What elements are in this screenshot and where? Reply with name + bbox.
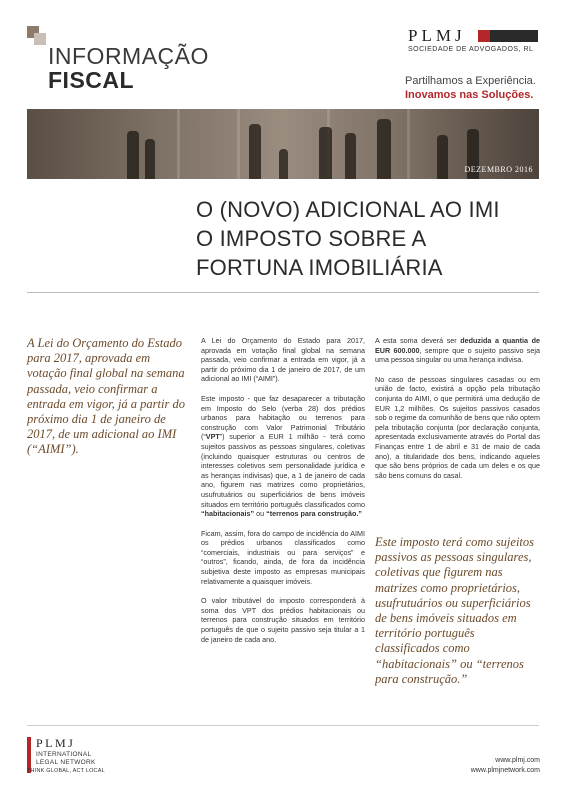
plmj-logo-bars xyxy=(478,30,538,42)
article-title xyxy=(196,195,546,282)
website-link[interactable]: www.plmj.com xyxy=(495,757,540,764)
body-column-1 xyxy=(201,336,365,654)
issue-date: DEZEMBRO 2016 xyxy=(464,165,533,174)
body-paragraph: Ficam, assim, fora do campo de incidência do AIMI os prédios urbanos classificados como “comerciais, industriais ou para serviços” e “outros”, ficando, ainda, de fora da incidência subjetiva deste imposto as empresas municipais relativamente a quaisquer imóveis. xyxy=(201,528,365,586)
pull-quote: Este imposto terá como sujeitos passivos as pessoas singulares, coletivas que figurem nas matrizes como proprietários, usufrutuários ou superficiários de bens imóveis situados em território português classificados como “habitacionais” ou “terrenos para construção.” xyxy=(375,535,535,686)
divider-top xyxy=(27,292,539,293)
plmj-logo xyxy=(408,26,540,46)
lead-paragraph: A Lei do Orçamento do Estado para 2017, aprovada em votação final global na semana passada, veio confirmar a entrada em vigor, já a partir do próximo dia 1 de janeiro de 2017, de um adicional ao IMI (“AIMI”). xyxy=(27,336,185,457)
network-website-link[interactable]: www.plmjnetwork.com xyxy=(470,767,540,774)
banner-photo xyxy=(27,109,539,179)
newsletter-title-line1: INFORMAÇÃO xyxy=(48,43,209,69)
newsletter-title xyxy=(48,44,209,92)
divider-bottom xyxy=(27,725,539,726)
network-tagline: THINK GLOBAL, ACT LOCAL xyxy=(27,768,105,774)
network-name: INTERNATIONAL LEGAL NETWORK xyxy=(36,751,96,766)
slogan-line2: Inovamos nas Soluções. xyxy=(405,89,534,101)
slogan-line1: Partilhamos a Experiência. xyxy=(405,75,536,87)
plmj-logo-text: PLMJ xyxy=(408,26,466,45)
body-paragraph: A Lei do Orçamento do Estado para 2017, aprovada em votação final global na semana passada, veio confirmar a entrada em vigor, já a partir do próximo dia 1 de janeiro de 2017, de um adicional ao IMI (“AIMI”). xyxy=(201,336,365,384)
network-logo-text: PLMJ xyxy=(36,736,76,750)
body-column-2 xyxy=(375,336,540,490)
body-paragraph: No caso de pessoas singulares casadas ou em união de facto, existirá a opção pela tributação conjunta do AIMI, o que permitirá uma dedução de EUR 1,2 milhões. Os sujeitos passivos casados sob o regime da comunhão de bens que não optem pela tributação conjunta (por declaração conjunta, apresentada exclusivamente através do Portal das Finanças entre 1 de abril e 31 de maio de cada ano), a titularidade dos bens, indicando aqueles que são bens próprios de cada um deles e os que são bens comuns do casal. xyxy=(375,374,540,480)
newsletter-title-line2: FISCAL xyxy=(48,67,135,93)
body-paragraph: A esta soma deverá ser deduzida a quantia de EUR 600.000, sempre que o sujeito passivo seja uma pessoa singular ou uma herança indivisa. xyxy=(375,336,540,365)
body-paragraph: O valor tributável do imposto corresponderá à soma dos VPT dos prédios habitacionais ou terrenos para construção situados em território português de que o sujeito passivo seja titular a 1 de janeiro de cada ano. xyxy=(201,596,365,644)
brand-subtitle: SOCIEDADE DE ADVOGADOS, RL xyxy=(408,46,534,53)
article-title-line1: O (NOVO) ADICIONAL AO IMI xyxy=(196,197,500,222)
corner-square-light xyxy=(34,33,46,45)
body-paragraph: Este imposto - que faz desaparecer a tributação em Imposto do Selo (verba 28) dos prédios urbanos para habitação ou terrenos para construção com Valor Patrimonial Tributário (“VPT”) superior a EUR 1 milhão - terá como sujeitos passivos as pessoas singulares, coletivas (incluindo quaisquer estruturas ou centros de interesses coletivos sem personalidade jurídica e as heranças indivisas) que, a 1 de janeiro de cada ano, figurem nas matrizes como proprietários, usufrutuários ou superficiários de bens imóveis situados em território português classificados como “habitacionais” ou “terrenos para construção.” xyxy=(201,393,365,519)
article-title-line3: FORTUNA IMOBILIÁRIA xyxy=(196,255,443,280)
article-title-line2: O IMPOSTO SOBRE A xyxy=(196,226,427,251)
